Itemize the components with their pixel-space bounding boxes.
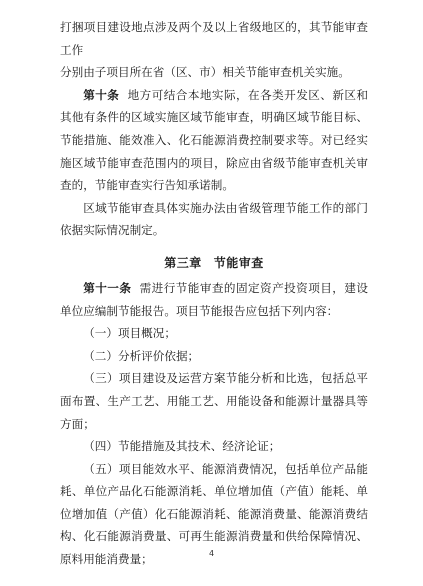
article-11-label: 第十一条	[83, 280, 132, 295]
article-10	[60, 84, 368, 197]
document-body	[60, 16, 368, 571]
article-10-label: 第十条	[83, 87, 120, 102]
page-number: 4	[208, 549, 215, 558]
list-item-1: （一）项目概况；	[83, 326, 176, 341]
list-item-4: （四）节能措施及其技术、经济论证；	[83, 439, 281, 454]
article-11-text: 需进行节能审查的固定资产投资项目，建设单位应编制节能报告。项目节能报告应包括下列内容：	[60, 280, 368, 318]
list-item-3: （三）项目建设及运营方案节能分析和比选，包括总平面布置、生产工艺、用能工艺、用能设备和能源计量器具等方面；	[60, 371, 368, 431]
chapter-number: 第三章	[164, 255, 202, 270]
chapter-title: 节能审查	[213, 255, 264, 270]
list-item-2: （二）分析评价依据；	[83, 348, 200, 363]
chapter-heading	[60, 252, 368, 274]
article-10-text: 地方可结合本地实际，在各类开发区、新区和其他有条件的区域实施区域节能审查，明确区域节能目标、节能措施、能效准入、化石能源消费控制要求等。对已经实施区域节能审查范围内的项目，除应由省级节能审查机关审查的，节能审查实行告知承诺制。	[60, 87, 368, 193]
intro-line-1: 打捆项目建设地点涉及两个及以上省级地区的，其节能审查工作	[60, 20, 368, 57]
region-paragraph: 区域节能审查具体实施办法由省级管理节能工作的部门依据实际情况制定。	[60, 200, 368, 238]
article-11	[60, 277, 368, 322]
intro-line-2: 分别由子项目所在省（区、市）相关节能审查机关实施。	[60, 65, 350, 80]
list-item-5: （五）项目能效水平、能源消费情况，包括单位产品能耗、单位产品化石能源消耗、单位增加值（产值）能耗、单位增加值（产值）化石能源消耗、能源消费量、能源消费结构、化石能源消费量、可再生能源消费量和供给保障情况、原料用能消费量；	[60, 461, 368, 567]
